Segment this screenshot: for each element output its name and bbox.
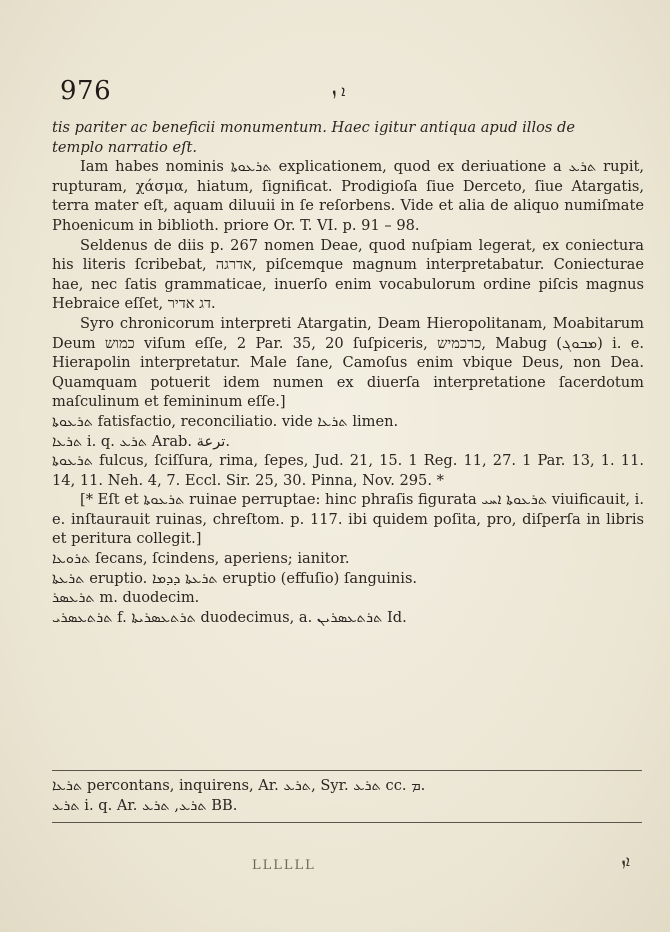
lexicon-entry: ܬܪܥܘܬܐ fulcus, ſciſſura, rima, ſepes, Jud. 21, 15. 1 Reg. 11, 27. 1 Par. 13, 1. 11. 14, 11. Neh. 4, 7. Eccl. Sir. 25, 30. Pinna, Nov. 295. * xyxy=(52,452,644,489)
text-line: templo narratio eſt. xyxy=(52,138,198,156)
lexicon-entry: ܬܪܥܣܪ m. duodecim. xyxy=(52,589,200,607)
lexicon-entry: ܬܪܘܥܐ ſecans, ſcindens, aperiens; ianitor. xyxy=(52,550,350,568)
lexicon-entry: ܬܪܥ i. q. Ar. ܬܪܥ, ܬܪܥ BB. xyxy=(52,796,238,814)
lexicon-note: [* Eſt et ܬܪܥܘܬܐ ruinae perruptae: hinc phraſis figurata ܬܪܥܘܬܐ ܐܚܝ viuificauit, i. e. inſtaurauit ruinas, chreſtom. p. 117. ibi quidem poſita, pro, diſperſa in libris et peritura collegit.] xyxy=(52,491,644,548)
running-head: ܐ ܙ xyxy=(332,82,346,100)
page-header xyxy=(60,76,630,110)
paragraph: Iam habes nominis ܬܪܥܘܬܐ explicationem, quod ex deriuatione a ܬܪܥ rupit, rupturam, χάσμα, hiatum, ſignificat. Prodigioſa ſiue Derceto, ſiue Atargatis, terra mater eſt, aquam diluuii in ſe reſorbens. Vide et alia de aliquo numiſmate Phoenicum in biblioth. priore Or. T. VI. p. 91 – 98. xyxy=(52,158,644,234)
lexicon-entry: ܬܪܥܐ percontans, inquirens, Ar. ܬܪܥ, Syr. ܬܪܥ cc. ܡ. xyxy=(52,777,426,794)
text-body-lower xyxy=(52,776,644,815)
catchword: ܐܙ xyxy=(621,852,630,870)
page-footer xyxy=(52,852,630,882)
lexicon-entry: ܬܪܬܥܣܪܝ f. ܬܪܬܥܣܪܝܬܐ duodecimus, a. ܬܪܬܥܣܪܝܢ Id. xyxy=(52,608,407,626)
paragraph: Seldenus de diis p. 267 nomen Deae, quod nuſpiam legerat, ex coniectura his literis ſcribebat, אדרגה, piſcemque magnum interpretabatur. Coniecturae hae, nec ſatis grammaticae, inuerſo enim vocabulorum ordine piſcis magnus Hebraice eſſet, דג אדיר. xyxy=(52,236,645,313)
divider-rule xyxy=(52,822,642,823)
page-number: 976 xyxy=(60,76,112,106)
lexicon-entry: ܬܪܥܘܬܐ fatisfactio, reconciliatio. vide ܬܪܥܐ limen. xyxy=(52,412,399,430)
text-body xyxy=(52,118,644,627)
signature-mark: LLLLLL xyxy=(252,858,316,873)
text-line: tis pariter ac beneficii monumentum. Haec igitur antiqua apud illos de xyxy=(52,119,576,136)
divider-rule xyxy=(52,770,642,771)
paragraph: Syro chronicorum interpreti Atargatin, Deam Hieropolitanam, Moabitarum Deum כמוש viſum eſſe, 2 Par. 35, 20 ſuſpiceris, כרכמיש, Mabug (ܡܒܘܓ) i. e. Hierapolin interpretatur. Male ſane, Camoſus enim vbique Deus, non Dea. Quamquam potuerit idem numen ex diuerſa interpretatione ſacerdotum maſculinum et femininum eſſe.] xyxy=(52,314,645,411)
lexicon-entry: ܬܪܥܬܐ eruptio. ܬܪܥܬܐ ܕܕܡܐ eruptio (effuſio) ſanguinis. xyxy=(52,569,418,587)
lexicon-entry: ܬܪܥܐ i. q. ܬܪܥ Arab. ترعة. xyxy=(52,432,230,450)
